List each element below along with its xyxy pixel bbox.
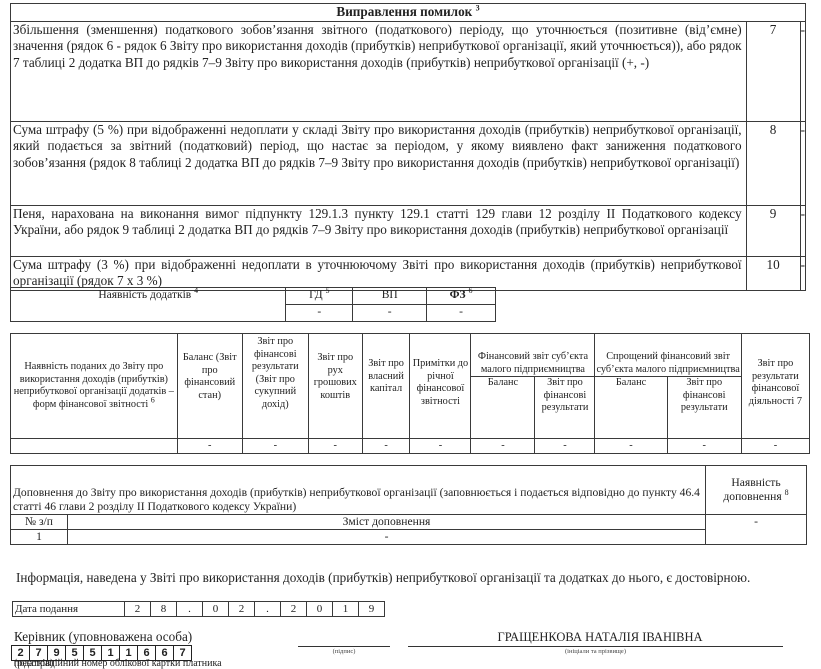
row-value[interactable]: - — [800, 205, 805, 256]
row-content[interactable]: - — [68, 530, 706, 545]
financial-value[interactable]: - — [471, 439, 535, 454]
row-description: Збільшення (зменшення) податкового зобов’язання звітного (податкового) періоду, що уточнюється (позитивне (від’ємне) значення (рядок 6 - рядок 6 Звіту про використання доходів (прибутків) неприбуткової організації, який уточнюється)), або рядок 7 таблиці 2 додатка ВП до рядків 7–9 Звіту про використання доходів (прибутків) неприбуткової організації (+, -) — [11, 21, 747, 121]
financial-value[interactable]: - — [535, 439, 595, 454]
col-simplified-group: Спрощений фінансовий звіт суб’єкта малого підприємництва — [595, 334, 741, 377]
col-balance: Баланс (Звіт про фінансовий стан) — [177, 334, 242, 439]
corrections-table — [10, 3, 806, 291]
id-digit[interactable]: 6 — [138, 646, 156, 661]
date-label: Дата подання — [13, 602, 125, 617]
date-char[interactable]: 0 — [203, 602, 229, 617]
col-notes: Примітки до річної фінансової звітності — [410, 334, 471, 439]
col-content: Зміст доповнення — [68, 515, 706, 530]
id-caption-partial: (реєстраційний номер облікової картки платника податків) — [14, 658, 222, 669]
id-digit[interactable]: 2 — [12, 646, 30, 661]
financial-value[interactable]: - — [667, 439, 741, 454]
name-caption: (ініціали та прізвище) — [565, 648, 626, 655]
supplement-table — [10, 465, 807, 545]
financial-value[interactable]: - — [741, 439, 809, 454]
date-char[interactable]: 2 — [229, 602, 255, 617]
corrections-title: Виправлення помилок $^3$ — [11, 4, 806, 22]
id-digit[interactable]: 6 — [156, 646, 174, 661]
date-char[interactable]: 2 — [281, 602, 307, 617]
attachment-value-vp[interactable]: - — [353, 305, 427, 322]
financial-value[interactable]: - — [362, 439, 410, 454]
attachment-value-gd[interactable]: - — [286, 305, 353, 322]
head-label: Керівник (уповноважена особа) — [14, 629, 193, 644]
table-row — [11, 121, 806, 205]
table-row — [11, 256, 806, 290]
supplement-presence-label: Наявність доповнення $^8$ — [706, 466, 807, 515]
certification-statement: Інформація, наведена у Звіті про використання доходів (прибутків) неприбуткової організації та додатках до нього, є достовірною. — [16, 570, 751, 585]
table-row — [11, 21, 806, 121]
financial-statements-table — [10, 333, 810, 454]
row-number: 1 — [11, 530, 68, 545]
col-fin-results: Звіт про фінансові результати (Звіт про сукупний дохід) — [242, 334, 308, 439]
signature-line[interactable] — [298, 646, 390, 647]
id-digit[interactable]: 1 — [120, 646, 138, 661]
id-digit[interactable]: 5 — [66, 646, 84, 661]
financial-value[interactable]: - — [242, 439, 308, 454]
row-code: 10 — [746, 256, 800, 290]
supplement-title: Доповнення до Звіту про використання доходів (прибутків) неприбуткової організації (заповнюється і подається відповідно до пункту 46.4 статті 46 глави 2 розділу II Податкового кодексу України) — [11, 466, 706, 515]
financial-value[interactable]: - — [177, 439, 242, 454]
supplement-presence-value[interactable]: - — [706, 515, 807, 545]
col-small-results: Звіт про фінансові результати — [535, 377, 595, 439]
col-small-business-group: Фінансовий звіт суб’єкта малого підприємництва — [471, 334, 595, 377]
col-equity: Звіт про власний капітал — [362, 334, 410, 439]
col-activity: Звіт про результати фінансової діяльності 7 — [741, 334, 809, 439]
col-small-balance: Баланс — [471, 377, 535, 439]
row-code: 7 — [746, 21, 800, 121]
col-number: № з/п — [11, 515, 68, 530]
date-char[interactable]: 9 — [359, 602, 385, 617]
row-code: 9 — [746, 205, 800, 256]
attachment-col-vp: ВП — [353, 288, 427, 305]
date-char: . — [255, 602, 281, 617]
signature-caption: (підпис) — [332, 648, 356, 655]
date-char[interactable]: 2 — [125, 602, 151, 617]
financial-value[interactable]: - — [410, 439, 471, 454]
row-description: Сума штрафу (3 %) при відображенні недоплати в уточнюючому Звіті про використання доходів (прибутків) неприбуткової організації (рядок 7 х 3 %) — [11, 256, 747, 290]
financial-label-blank — [11, 439, 178, 454]
row-code: 8 — [746, 121, 800, 205]
row-value[interactable]: - — [800, 121, 805, 205]
attachment-value-fz[interactable]: - — [427, 305, 496, 322]
row-value[interactable]: - — [800, 21, 805, 121]
table-row — [11, 205, 806, 256]
financial-label: Наявність поданих до Звіту про використання доходів (прибутків) неприбуткової організації додатків – форм фінансової звітності $^6$ — [11, 334, 178, 439]
date-char: . — [177, 602, 203, 617]
col-simplified-results: Звіт про фінансові результати — [667, 377, 741, 439]
id-digit[interactable]: 7 — [174, 646, 192, 661]
table-row — [11, 530, 807, 545]
submission-date — [12, 601, 385, 617]
date-char[interactable]: 1 — [333, 602, 359, 617]
date-char[interactable]: 8 — [151, 602, 177, 617]
attachments-table — [10, 287, 496, 322]
id-digit[interactable]: 1 — [102, 646, 120, 661]
id-digit[interactable]: 9 — [48, 646, 66, 661]
col-simplified-balance: Баланс — [595, 377, 667, 439]
id-digit[interactable]: 7 — [30, 646, 48, 661]
attachments-label: Наявність додатків $^4$ — [11, 288, 286, 322]
row-description: Пеня, нарахована на виконання вимог підпункту 129.1.3 пункту 129.1 статті 129 глави 12 розділу II Податкового кодексу України, або рядок 9 таблиці 2 додатка ВП до рядків 7–9 Звіту про використання доходів (прибутків) неприбуткової організації — [11, 205, 747, 256]
attachment-col-gd: ГД $^5$ — [286, 288, 353, 305]
date-char[interactable]: 0 — [307, 602, 333, 617]
name-line — [408, 646, 783, 647]
attachment-col-fz: ФЗ $^6$ — [427, 288, 496, 305]
row-description: Сума штрафу (5 %) при відображенні недоплати у складі Звіту про використання доходів (прибутків) неприбуткової організації, який подається за звітний (податковий) період, що настає за періодом, у якому виявлено факт заниження податкового зобов’язання (рядок 8 таблиці 2 додатка ВП до рядків 7–9 Звіту про використання доходів (прибутків) неприбуткової організації) — [11, 121, 747, 205]
col-cash-flow: Звіт про рух грошових коштів — [308, 334, 362, 439]
financial-value[interactable]: - — [595, 439, 667, 454]
financial-value[interactable]: - — [308, 439, 362, 454]
head-name: ГРАЩЕНКОВА НАТАЛІЯ ІВАНІВНА — [497, 630, 703, 644]
row-value[interactable]: - — [800, 256, 805, 290]
id-digit[interactable]: 5 — [84, 646, 102, 661]
